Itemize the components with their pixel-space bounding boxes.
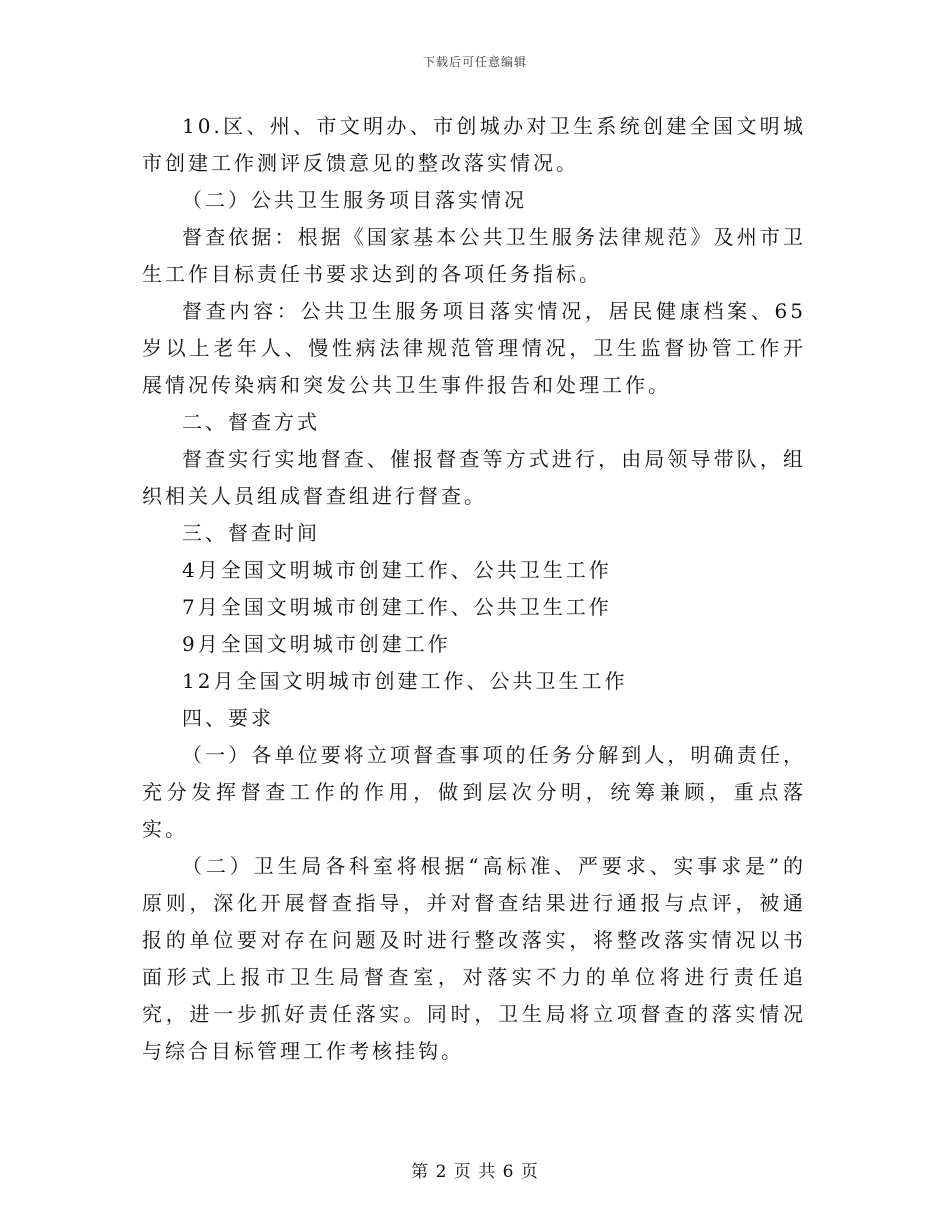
schedule-april: 4月全国文明城市创建工作、公共卫生工作 xyxy=(182,558,612,582)
section-heading-time: 三、督查时间 xyxy=(182,521,320,545)
paragraph-method: 督查实行实地督查、催报督查等方式进行，由局领导带队，组织相关人员组成督查组进行督查。 xyxy=(142,447,806,508)
schedule-september: 9月全国文明城市创建工作 xyxy=(182,632,451,656)
document-body xyxy=(142,108,806,1070)
paragraph-requirement-1: （一）各单位要将立项督查事项的任务分解到人，明确责任，充分发挥督查工作的作用，做到层次分明，统筹兼顾，重点落实。 xyxy=(142,743,806,841)
paragraph-item-10: 10.区、州、市文明办、市创城办对卫生系统创建全国文明城市创建工作测评反馈意见的整改落实情况。 xyxy=(142,114,806,175)
page-number-footer: 第 2 页 共 6 页 xyxy=(411,1162,539,1182)
schedule-december: 12月全国文明城市创建工作、公共卫生工作 xyxy=(182,669,628,693)
paragraph-inspection-basis: 督查依据：根据《国家基本公共卫生服务法律规范》及州市卫生工作目标责任书要求达到的各项任务指标。 xyxy=(142,225,806,286)
page-header-note: 下载后可任意编辑 xyxy=(422,55,527,69)
schedule-july: 7月全国文明城市创建工作、公共卫生工作 xyxy=(182,595,612,619)
section-heading-method: 二、督查方式 xyxy=(182,410,320,434)
paragraph-inspection-content: 督查内容：公共卫生服务项目落实情况，居民健康档案、65岁以上老年人、慢性病法律规范管理情况，卫生监督协管工作开展情况传染病和突发公共卫生事件报告和处理工作。 xyxy=(142,299,806,397)
paragraph-requirement-2: （二）卫生局各科室将根据“高标准、严要求、实事求是”的原则，深化开展督查指导，并对督查结果进行通报与点评，被通报的单位要对存在问题及时进行整改落实，将整改落实情况以书面形式上报市卫生局督查室，对落实不力的单位将进行责任追究，进一步抓好责任落实。同时，卫生局将立项督查的落实情况与综合目标管理工作考核挂钩。 xyxy=(142,854,806,1063)
section-heading-public-health: （二）公共卫生服务项目落实情况 xyxy=(182,188,527,212)
section-heading-requirements: 四、要求 xyxy=(182,706,274,730)
